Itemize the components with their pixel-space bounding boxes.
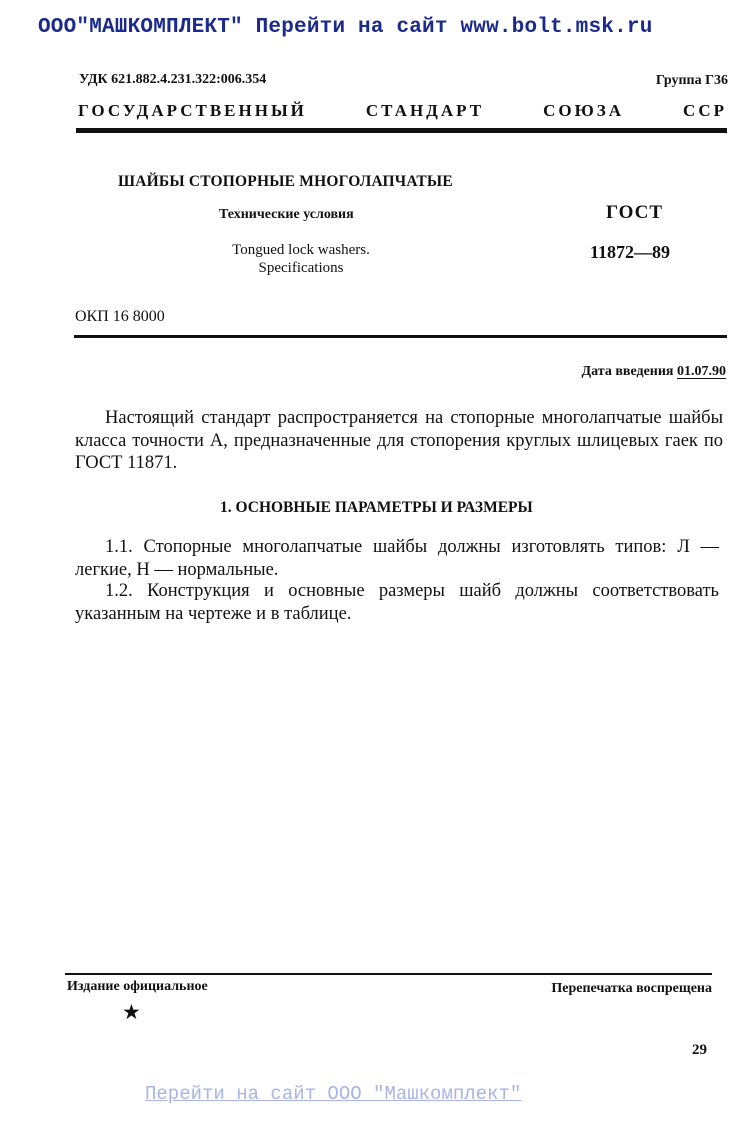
site-banner-link[interactable]: ООО"МАШКОМПЛЕКТ" Перейти на сайт www.bolt.msk.ru (38, 16, 653, 39)
header-rule (76, 128, 727, 133)
intro-paragraph: Настоящий стандарт распространяется на стопорные многолапчатые шайбы класса точности А, предназначенные для стопорения круглых шлицевых гаек по ГОСТ 11871. (75, 408, 723, 473)
document-title: ШАЙБЫ СТОПОРНЫЕ МНОГОЛАПЧАТЫЕ (118, 173, 453, 190)
group-code: Группа Г36 (655, 73, 728, 88)
okp-code: ОКП 16 8000 (75, 308, 165, 325)
footer-rule (65, 973, 712, 975)
udk-code: УДК 621.882.4.231.322:006.354 (79, 72, 267, 87)
official-edition-label: Издание официальное (67, 979, 208, 994)
state-standard-heading: ГОСУДАРСТВЕННЫЙ СТАНДАРТ СОЮЗА ССР (78, 101, 727, 120)
introduction-date-value: 01.07.90 (677, 364, 726, 379)
company-site-link[interactable]: Перейти на сайт ООО "Машкомплект" (145, 1083, 522, 1105)
introduction-date (582, 364, 726, 380)
paragraph-1-2: 1.2. Конструкция и основные размеры шайб должны соответствовать указанным на чертеже и в таблице. (75, 581, 719, 624)
english-title: Tongued lock washers. Specifications (232, 242, 370, 276)
page-number: 29 (692, 1042, 707, 1058)
title-block-rule (74, 335, 727, 338)
no-reprint-label: Перепечатка воспрещена (551, 981, 712, 996)
document-subtitle: Технические условия (219, 207, 354, 222)
section-heading: 1. ОСНОВНЫЕ ПАРАМЕТРЫ И РАЗМЕРЫ (220, 499, 533, 516)
paragraph-1-1: 1.1. Стопорные многолапчатые шайбы должны изготовлять типов: Л — легкие, Н — нормальные. (75, 537, 719, 580)
star-icon: ★ (122, 1000, 141, 1024)
gost-number: 11872—89 (590, 242, 671, 262)
gost-label: ГОСТ (606, 202, 664, 223)
introduction-date-label: Дата введения (581, 364, 674, 379)
